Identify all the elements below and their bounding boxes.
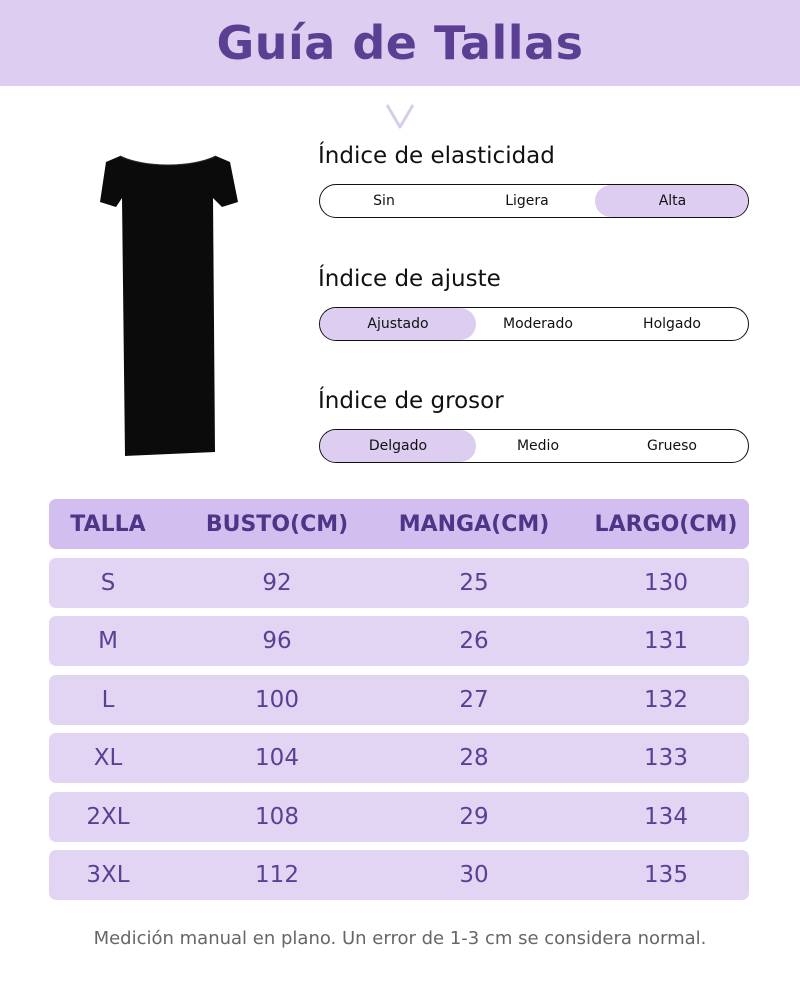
- elasticity-option-ligera[interactable]: Ligera: [505, 193, 549, 209]
- cell-manga: 30: [459, 862, 489, 888]
- cell-busto: 112: [255, 862, 299, 888]
- title-banner: [0, 0, 800, 86]
- cell-largo: 135: [644, 862, 688, 888]
- cell-largo: 134: [644, 804, 688, 830]
- thickness-option-medio[interactable]: Medio: [516, 438, 560, 454]
- thickness-index-selector: [319, 429, 749, 463]
- cell-largo: 133: [644, 745, 688, 771]
- cell-manga: 25: [459, 570, 489, 596]
- thickness-option-grueso[interactable]: Grueso: [647, 438, 697, 454]
- dress-image: [98, 152, 238, 458]
- thickness-index-title: Índice de grosor: [318, 388, 504, 414]
- cell-talla: L: [101, 687, 115, 713]
- header-talla: TALLA: [70, 511, 146, 537]
- cell-busto: 100: [255, 687, 299, 713]
- fit-index-selector: [319, 307, 749, 341]
- header-busto: BUSTO(CM): [205, 511, 349, 537]
- table-row: [49, 616, 749, 666]
- fit-option-ajustado[interactable]: Ajustado: [320, 308, 476, 340]
- page-title: Guía de Tallas: [216, 16, 584, 70]
- cell-largo: 131: [644, 628, 688, 654]
- header-manga: MANGA(CM): [398, 511, 550, 537]
- measurement-note: Medición manual en plano. Un error de 1-3 cm se considera normal.: [93, 928, 707, 949]
- cell-busto: 108: [255, 804, 299, 830]
- cell-talla: 2XL: [86, 804, 130, 830]
- table-row: [49, 733, 749, 783]
- cell-busto: 96: [262, 628, 292, 654]
- chevron-down-icon: [384, 102, 416, 130]
- cell-busto: 92: [262, 570, 292, 596]
- table-row: [49, 558, 749, 608]
- header-largo: LARGO(CM): [594, 511, 738, 537]
- cell-largo: 130: [644, 570, 688, 596]
- cell-talla: XL: [93, 745, 123, 771]
- table-row: [49, 850, 749, 900]
- thickness-option-delgado[interactable]: Delgado: [320, 430, 476, 462]
- fit-option-holgado[interactable]: Holgado: [643, 316, 701, 332]
- elasticity-option-alta[interactable]: Alta: [595, 185, 749, 217]
- elasticity-index-title: Índice de elasticidad: [318, 143, 555, 169]
- cell-busto: 104: [255, 745, 299, 771]
- cell-talla: S: [100, 570, 116, 596]
- cell-largo: 132: [644, 687, 688, 713]
- cell-manga: 28: [459, 745, 489, 771]
- cell-manga: 29: [459, 804, 489, 830]
- elasticity-index-selector: [319, 184, 749, 218]
- table-row: [49, 675, 749, 725]
- cell-talla: 3XL: [86, 862, 130, 888]
- fit-index-title: Índice de ajuste: [318, 266, 501, 292]
- cell-manga: 27: [459, 687, 489, 713]
- fit-option-moderado[interactable]: Moderado: [503, 316, 573, 332]
- table-row: [49, 792, 749, 842]
- cell-manga: 26: [459, 628, 489, 654]
- table-header-row: [49, 499, 749, 549]
- elasticity-option-sin[interactable]: Sin: [373, 193, 395, 209]
- cell-talla: M: [98, 628, 118, 654]
